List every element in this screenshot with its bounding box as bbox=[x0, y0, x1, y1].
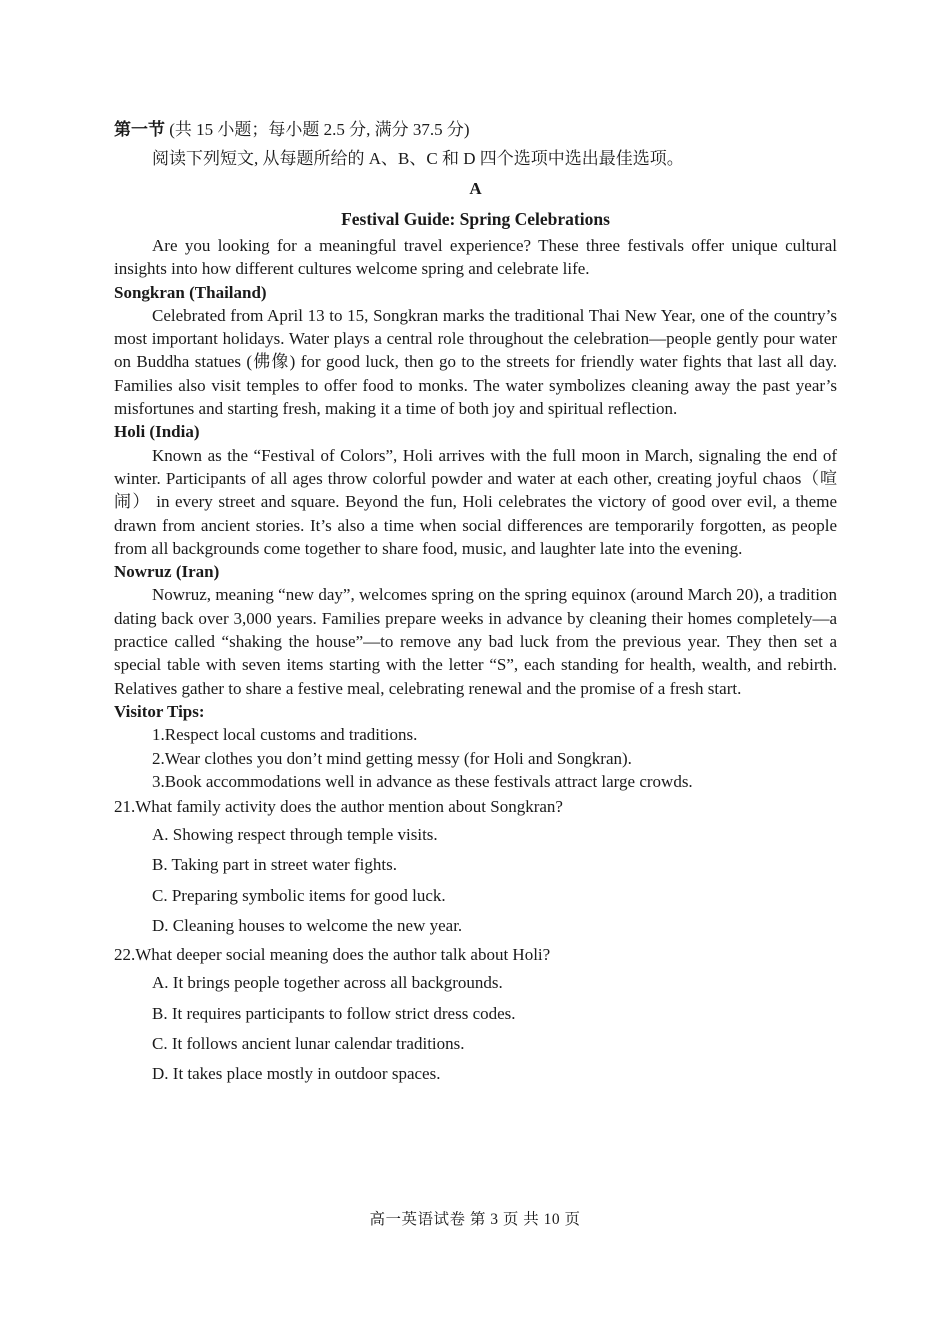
festival-heading-holi: Holi (India) bbox=[114, 422, 200, 442]
festival-text-holi: Known as the “Festival of Colors”, Holi arrives with the full moon in March, signaling the end of winter. Participants of all ages throw colorful powder and water at each other, creating joyful chaos（喧闹） in every street and square. Beyond the fun, Holi celebrates the victory of good over evil, a theme drawn from ancient stories. It’s also a time when social differences are temporarily forgotten, as people from all backgrounds come together to share food, music, and laughter late into the evening. bbox=[114, 445, 837, 558]
option-b: B. It requires participants to follow strict dress codes. bbox=[152, 1003, 516, 1023]
visitor-tip: 2.Wear clothes you don’t mind getting messy (for Holi and Songkran). bbox=[152, 748, 632, 768]
section-instruction: 阅读下列短文, 从每题所给的 A、B、C 和 D 四个选项中选出最佳选项。 bbox=[152, 149, 684, 168]
question-stem: 21.What family activity does the author mention about Songkran? bbox=[114, 797, 563, 817]
option-d: D. It takes place mostly in outdoor spaces. bbox=[152, 1064, 441, 1084]
festival-text-nowruz: Nowruz, meaning “new day”, welcomes spring on the spring equinox (around March 20), a tradition dating back over 3,000 years. Families prepare weeks in advance by cleaning their homes completely—a practice called “shaking the house”—to remove any bad luck from the previous year. They then set a special table with seven items starting with the letter “S”, each standing for health, wealth, and rebirth. Relatives gather to share a festive meal, celebrating renewal and the promise of a fresh start. bbox=[114, 585, 837, 698]
question-22 bbox=[114, 941, 837, 1089]
option-c: C. Preparing symbolic items for good luck. bbox=[152, 885, 446, 905]
question-21 bbox=[114, 793, 837, 941]
visitor-tip: 3.Book accommodations well in advance as these festivals attract large crowds. bbox=[152, 771, 693, 791]
option-d: D. Cleaning houses to welcome the new year. bbox=[152, 916, 463, 936]
section-header bbox=[114, 116, 837, 144]
passage-label: A bbox=[469, 179, 482, 198]
festival-text-songkran: Celebrated from April 13 to 15, Songkran marks the traditional Thai New Year, one of the country’s most important holidays. Water plays a central role throughout the celebration—people gently pour water on Buddha statues (佛像) for good luck, then go to the streets for friendly water fights that last all day. Families also visit temples to offer food to monks. The water symbolizes cleaning away the past year’s misfortunes and starting fresh, making it a time of both joy and spiritual reflection. bbox=[114, 305, 837, 419]
section-scoring: (共 15 小题；每小题 2.5 分, 满分 37.5 分) bbox=[169, 120, 470, 139]
passage-title: Festival Guide: Spring Celebrations bbox=[341, 209, 610, 229]
page-footer: 高一英语试卷 第 3 页 共 10 页 bbox=[369, 1211, 581, 1228]
section-title: 第一节 bbox=[114, 120, 165, 139]
passage-intro: Are you looking for a meaningful travel experience? These three festivals offer unique cultural insights into how different cultures welcome spring and celebrate life. bbox=[114, 236, 837, 279]
visitor-tip: 1.Respect local customs and traditions. bbox=[152, 725, 418, 745]
page-content bbox=[114, 116, 837, 1090]
festival-heading-nowruz: Nowruz (Iran) bbox=[114, 562, 220, 582]
visitor-tips-heading: Visitor Tips: bbox=[114, 701, 205, 721]
festival-heading-songkran: Songkran (Thailand) bbox=[114, 282, 267, 302]
option-a: A. Showing respect through temple visits. bbox=[152, 825, 438, 845]
option-c: C. It follows ancient lunar calendar traditions. bbox=[152, 1033, 465, 1053]
option-a: A. It brings people together across all backgrounds. bbox=[152, 973, 503, 993]
question-stem: 22.What deeper social meaning does the author talk about Holi? bbox=[114, 945, 551, 965]
option-b: B. Taking part in street water fights. bbox=[152, 855, 397, 875]
